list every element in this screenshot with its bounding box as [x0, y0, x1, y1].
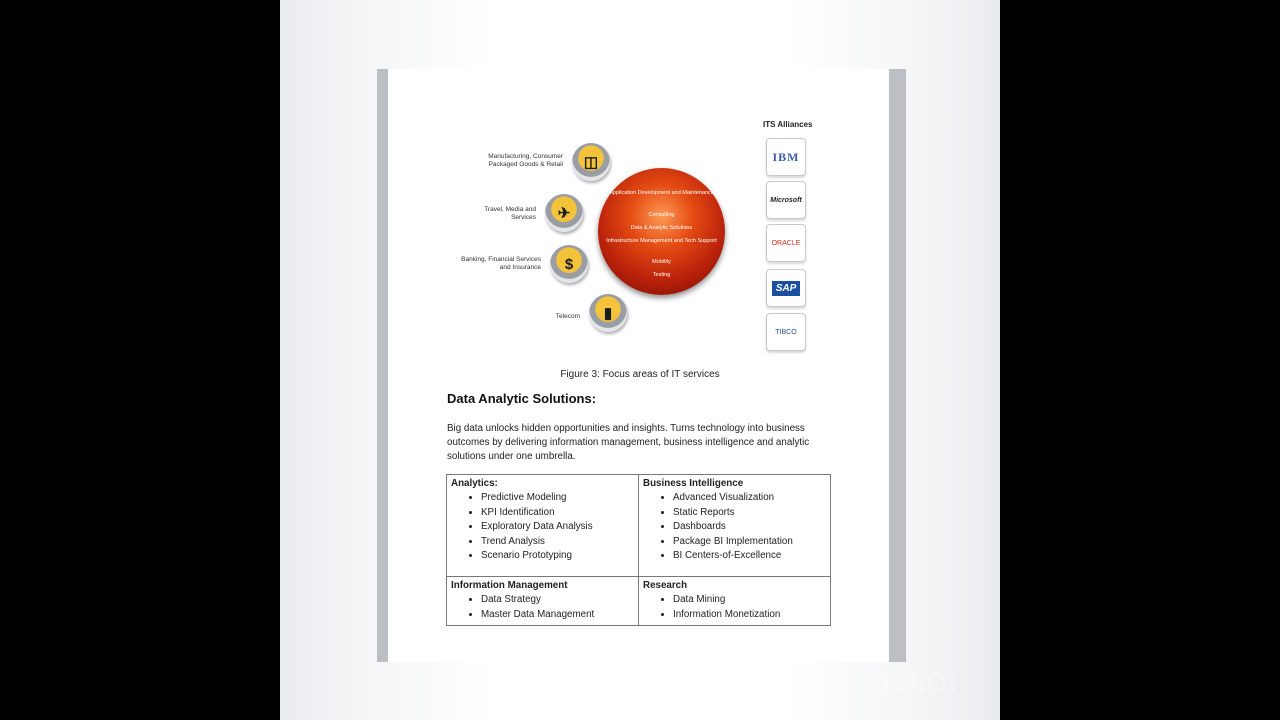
service-item: Data & Analytic Solutions	[630, 225, 693, 231]
dollar-icon: $	[550, 245, 588, 283]
table-cell-analytics	[447, 475, 639, 577]
cell-list	[643, 593, 826, 622]
cell-title: Research	[643, 580, 688, 591]
alliances-title: ITS Alliances	[763, 120, 813, 129]
section-paragraph: Big data unlocks hidden opportunities and insights. Turns technology into business outcomes by delivering information management, business intelligence and analytic solutions under one umbrella.	[447, 423, 810, 462]
solutions-table	[446, 474, 831, 626]
service-item: Infrastructure Management and Tech Support	[606, 238, 717, 244]
page-right-border	[889, 69, 906, 662]
figure-caption: Figure 3: Focus areas of IT services	[560, 369, 720, 380]
service-item: Testing	[652, 272, 671, 278]
table-row	[447, 475, 831, 577]
table-cell-information-management	[447, 577, 639, 626]
list-item: • Predictive Modeling	[481, 491, 634, 506]
table-cell-business-intelligence	[639, 475, 831, 577]
list-item: • KPI Identification	[481, 506, 634, 521]
list-item: • Scenario Prototyping	[481, 549, 634, 564]
list-item: • Data Mining	[673, 593, 826, 608]
table-cell-research	[639, 577, 831, 626]
list-item: • Package BI Implementation	[673, 535, 826, 550]
list-item: • Data Strategy	[481, 593, 634, 608]
airplane-icon: ✈	[545, 194, 583, 232]
list-item: • Dashboards	[673, 520, 826, 535]
list-item: • Exploratory Data Analysis	[481, 520, 634, 535]
cell-title: Business Intelligence	[643, 478, 744, 489]
list-item: • Master Data Management	[481, 608, 634, 623]
microsoft-logo: Microsoft	[766, 181, 806, 219]
oracle-logo: ORACLE	[766, 224, 806, 262]
cell-title: Information Management	[451, 580, 568, 591]
cell-list	[643, 491, 826, 564]
tibco-logo: TIBCO	[766, 313, 806, 351]
sector-label-telecom: Telecom	[555, 313, 580, 320]
sector-label-travel: Travel, Media and Services	[484, 206, 536, 222]
box-icon: ◫	[572, 143, 610, 181]
cell-list	[451, 491, 634, 564]
sap-logo: SAP	[766, 269, 806, 307]
sector-label-banking: Banking, Financial Services and Insurance	[461, 256, 541, 272]
cell-title: Analytics:	[451, 478, 498, 489]
ibm-logo: IBM	[766, 138, 806, 176]
section-heading: Data Analytic Solutions:	[447, 391, 597, 406]
table-row	[447, 577, 831, 626]
service-item: Application Development and Maintenance	[609, 190, 714, 196]
inshot-watermark: InShOt	[866, 668, 958, 698]
list-item: • Advanced Visualization	[673, 491, 826, 506]
list-item: • Information Monetization	[673, 608, 826, 623]
list-item: • Static Reports	[673, 506, 826, 521]
page-left-border	[377, 69, 388, 662]
phone-icon: ▮	[589, 294, 627, 332]
list-item: • Trend Analysis	[481, 535, 634, 550]
list-item: • BI Centers-of-Excellence	[673, 549, 826, 564]
sector-label-manufacturing: Manufacturing, Consumer Packaged Goods & Retail	[488, 153, 563, 169]
service-item: Consulting	[648, 212, 675, 218]
cell-list	[451, 593, 634, 622]
service-item: Mobility	[652, 259, 671, 265]
